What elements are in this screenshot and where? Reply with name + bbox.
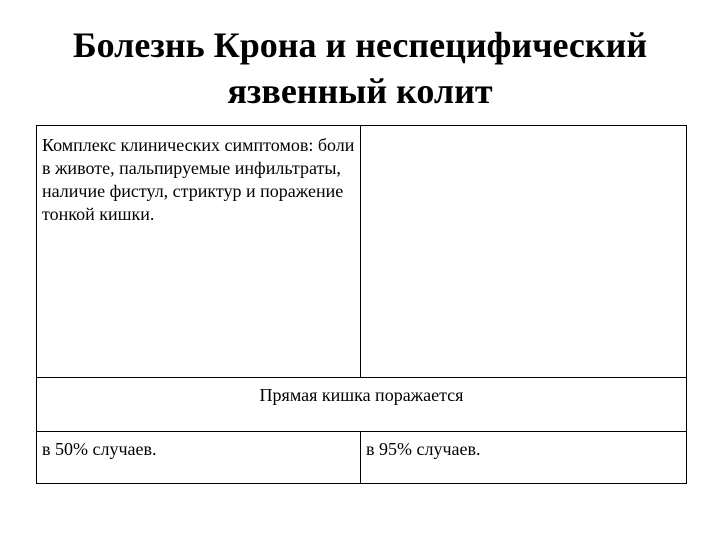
slide-title-line-2: язвенный колит — [227, 71, 493, 111]
cell-symptoms-crohn: Комплекс клинических симптомов: боли в животе, пальпируемые инфильтраты, наличие фистул, стриктур и поражение тонкой кишки. — [37, 126, 361, 378]
cell-symptoms-colitis — [361, 126, 687, 378]
comparison-table — [36, 125, 687, 484]
table-row-rectum — [37, 378, 687, 432]
table-row-percent — [37, 432, 687, 484]
cell-crohn-percent: в 50% случаев. — [37, 432, 361, 484]
slide-title-line-1: Болезнь Крона и неспецифический — [72, 25, 648, 65]
table-row-symptoms — [37, 126, 687, 378]
cell-rectum-header: Прямая кишка поражается — [37, 378, 687, 432]
cell-colitis-percent: в 95% случаев. — [361, 432, 687, 484]
slide-title — [0, 22, 720, 114]
